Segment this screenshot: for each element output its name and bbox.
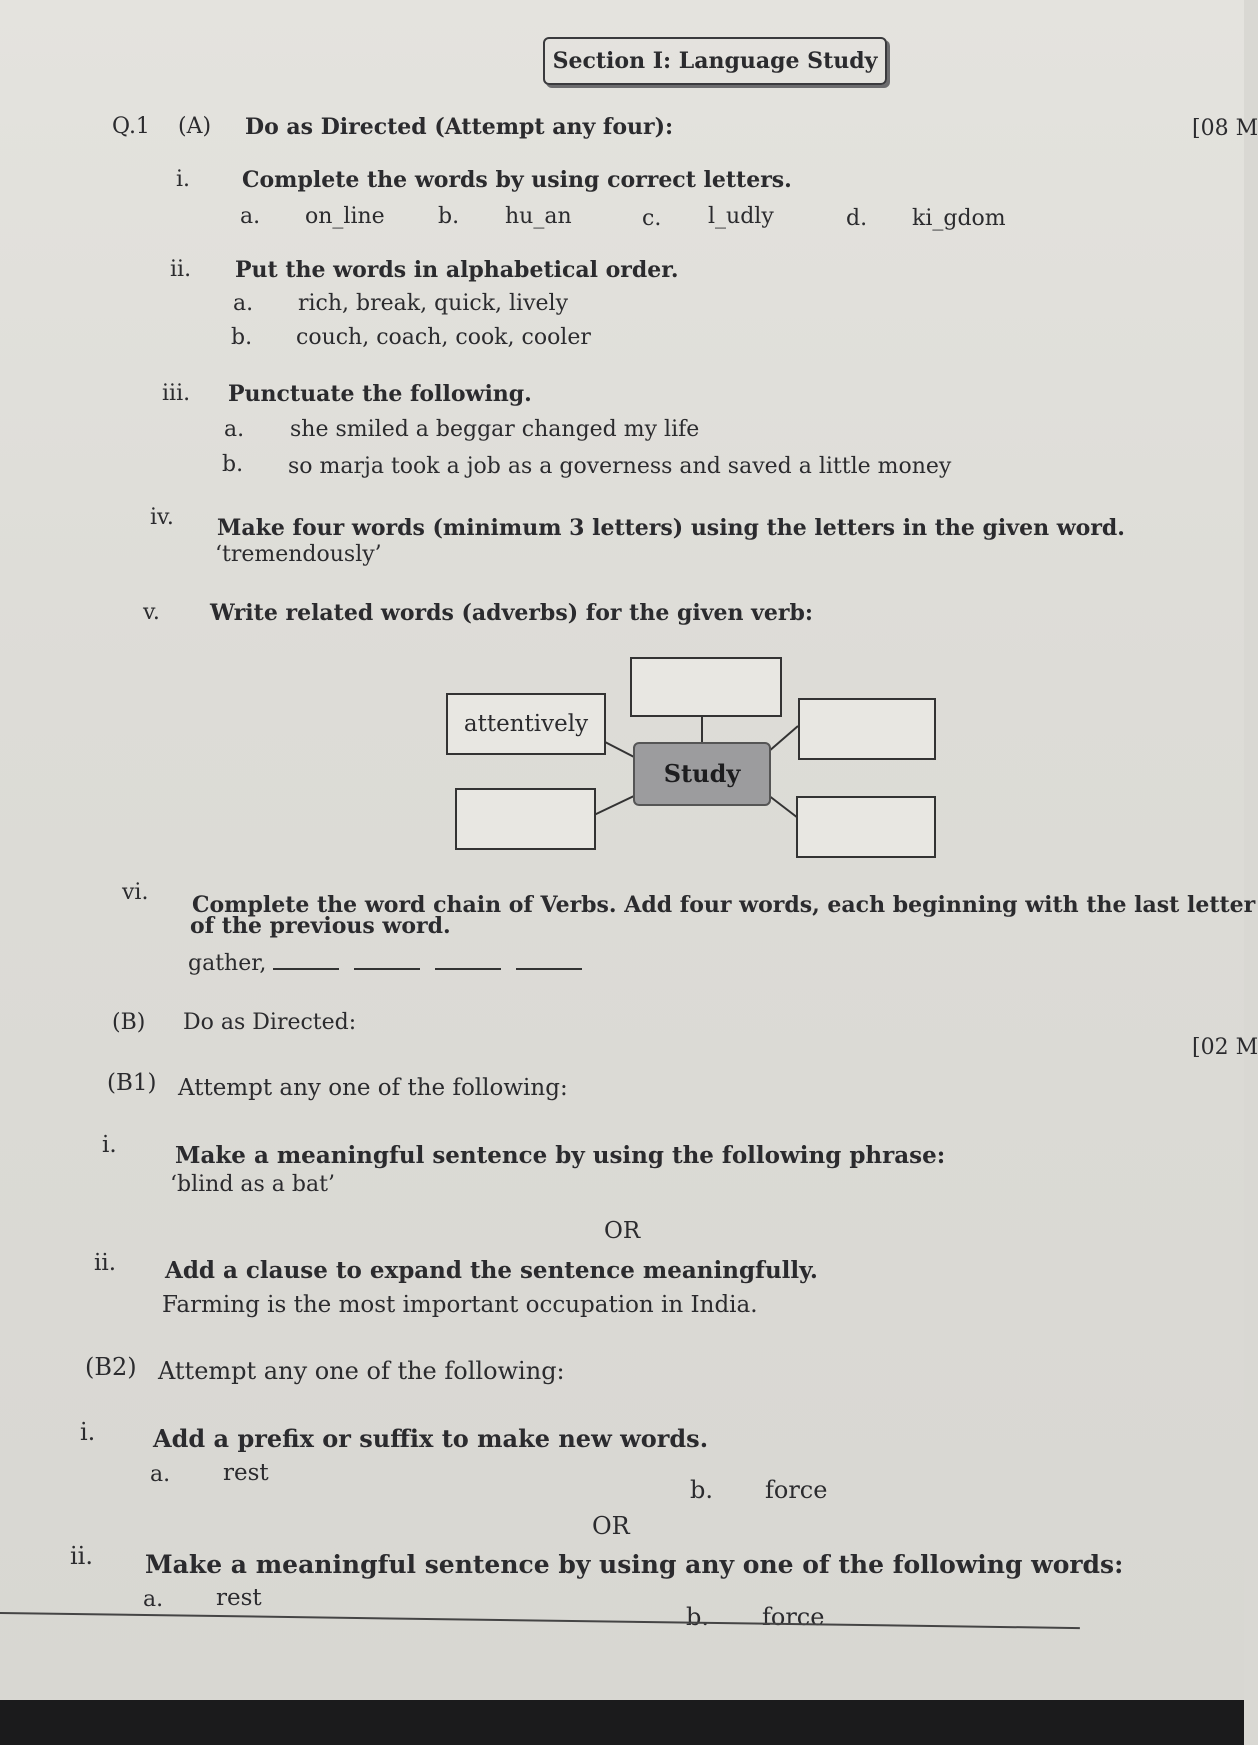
item-ii-number: ii. xyxy=(170,257,192,282)
part-a-label: (A) xyxy=(178,114,212,139)
b1-label: (B1) xyxy=(107,1070,157,1096)
b1-title: Attempt any one of the following: xyxy=(178,1075,568,1101)
option-label: a. xyxy=(143,1587,164,1612)
option-label: a. xyxy=(240,204,261,229)
b1-ii-number: ii. xyxy=(94,1250,117,1276)
b2-ii-instruction: Make a meaningful sentence by using any one of the following words: xyxy=(145,1550,1124,1579)
item-v-number: v. xyxy=(143,600,160,625)
part-a-marks: [08 M xyxy=(1192,116,1258,141)
b2-i-number: i. xyxy=(80,1418,96,1446)
item-v-instruction: Write related words (adverbs) for the given verb: xyxy=(210,600,814,626)
item-i-number: i. xyxy=(176,167,191,192)
question-number: Q.1 xyxy=(112,114,150,139)
answer-box-empty xyxy=(796,796,936,858)
option-label: c. xyxy=(642,206,662,231)
option-text: rest xyxy=(223,1460,269,1486)
center-verb-box: Study xyxy=(633,742,771,806)
option-label: b. xyxy=(222,452,244,477)
item-vi-instruction-cont: of the previous word. xyxy=(190,913,451,939)
b1-i-number: i. xyxy=(102,1132,117,1158)
item-iv-number: iv. xyxy=(150,505,174,530)
option-text: l_udly xyxy=(708,204,774,229)
answer-box-empty xyxy=(798,698,936,760)
b1-ii-instruction: Add a clause to expand the sentence meaningfully. xyxy=(165,1257,818,1284)
or-separator: OR xyxy=(604,1218,641,1244)
b2-title: Attempt any one of the following: xyxy=(158,1357,565,1385)
chain-blank xyxy=(354,950,420,970)
chain-blank xyxy=(435,950,501,970)
item-iii-instruction: Punctuate the following. xyxy=(228,381,532,407)
option-label: a. xyxy=(233,291,254,316)
option-label: b. xyxy=(690,1476,713,1504)
answer-box-empty xyxy=(455,788,596,850)
part-b-title: Do as Directed: xyxy=(183,1010,357,1035)
item-vi-instruction: Complete the word chain of Verbs. Add four words, each beginning with the last letter xyxy=(192,892,1256,918)
part-b-marks: [02 M xyxy=(1192,1035,1258,1060)
option-label: a. xyxy=(224,417,245,442)
option-text: ki_gdom xyxy=(912,206,1006,231)
word-chain xyxy=(188,950,590,976)
or-separator: OR xyxy=(592,1512,630,1540)
option-label: d. xyxy=(846,206,868,231)
option-text: she smiled a beggar changed my life xyxy=(290,417,700,442)
b1-i-instruction: Make a meaningful sentence by using the following phrase: xyxy=(175,1142,946,1169)
photo-bottom-edge xyxy=(0,1700,1244,1745)
option-label: b. xyxy=(686,1603,709,1631)
option-text: force xyxy=(765,1476,828,1504)
option-text: couch, coach, cook, cooler xyxy=(296,325,591,350)
part-a-title: Do as Directed (Attempt any four): xyxy=(245,114,674,140)
chain-blank xyxy=(273,950,339,970)
answer-box-filled: attentively xyxy=(446,693,606,755)
option-text: rich, break, quick, lively xyxy=(298,291,568,316)
chain-start-word: gather, xyxy=(188,951,267,976)
section-title: Section I: Language Study xyxy=(543,37,887,85)
item-vi-number: vi. xyxy=(122,880,149,905)
option-text: hu_an xyxy=(505,204,572,229)
b2-i-instruction: Add a prefix or suffix to make new words. xyxy=(153,1424,709,1453)
option-label: a. xyxy=(150,1462,171,1487)
b2-label: (B2) xyxy=(85,1353,137,1381)
option-text: force xyxy=(762,1603,825,1631)
item-ii-instruction: Put the words in alphabetical order. xyxy=(235,257,679,283)
given-word: ‘tremendously’ xyxy=(215,542,382,567)
answer-box-empty xyxy=(630,657,782,717)
b1-phrase: ‘blind as a bat’ xyxy=(170,1172,335,1197)
option-text: on_line xyxy=(305,204,385,229)
option-label: b. xyxy=(438,204,460,229)
chain-blank xyxy=(516,950,582,970)
part-b-label: (B) xyxy=(112,1010,146,1035)
b2-ii-number: ii. xyxy=(70,1542,93,1570)
item-i-instruction: Complete the words by using correct letters. xyxy=(242,167,792,193)
option-text: so marja took a job as a governess and saved a little money xyxy=(288,454,952,479)
item-iii-number: iii. xyxy=(162,381,191,406)
item-iv-instruction: Make four words (minimum 3 letters) using the letters in the given word. xyxy=(217,515,1125,541)
option-label: b. xyxy=(231,325,253,350)
option-text: rest xyxy=(216,1585,262,1611)
b1-sentence: Farming is the most important occupation in India. xyxy=(162,1292,758,1318)
